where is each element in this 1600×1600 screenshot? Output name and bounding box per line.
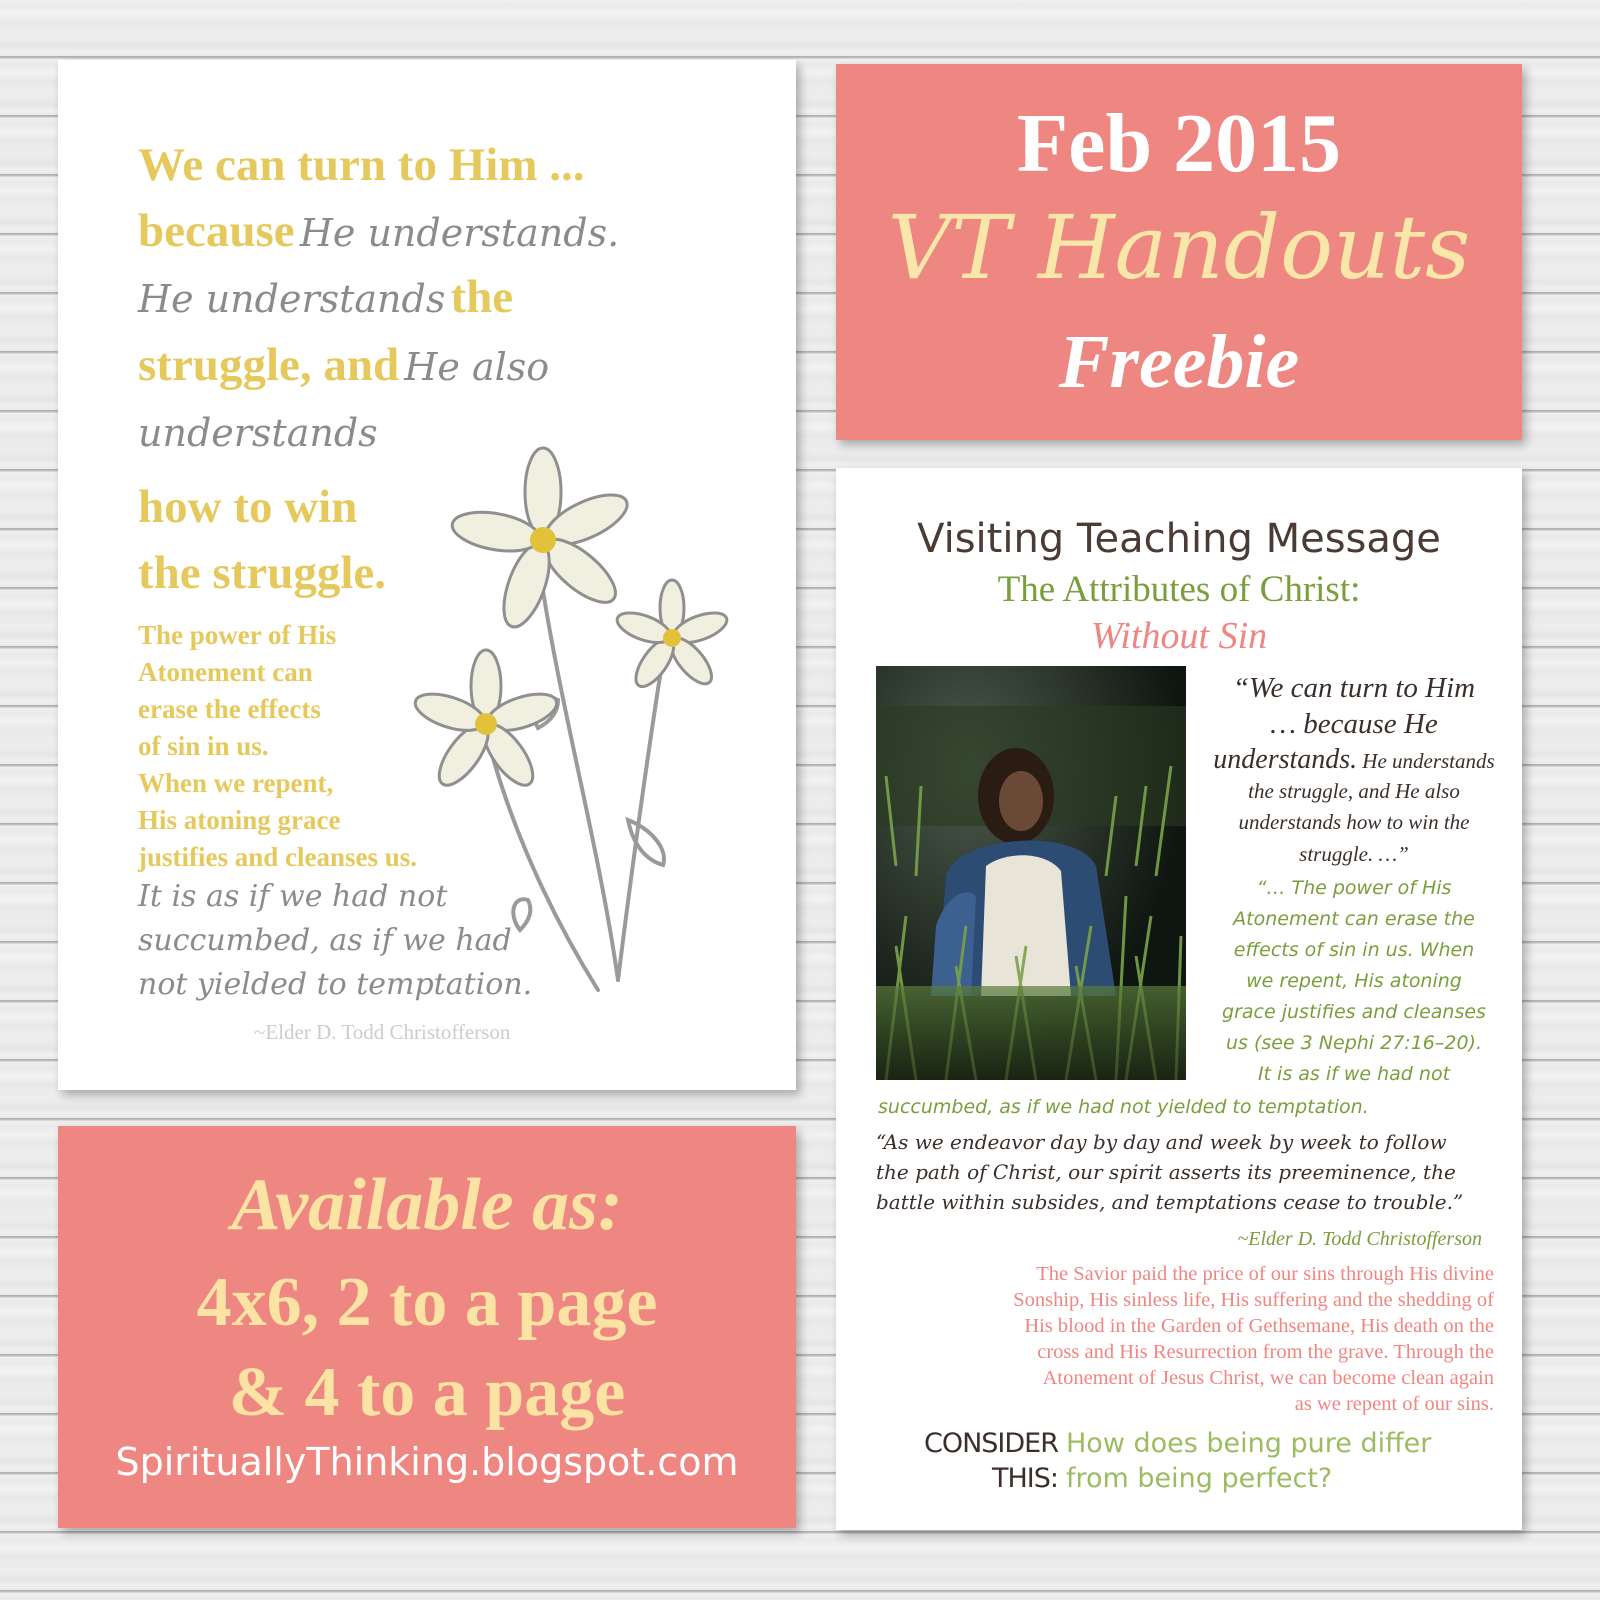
title-date: Feb 2015: [1016, 97, 1342, 190]
consider-question-line: from being perfect?: [1066, 1463, 1333, 1495]
quote-line: justifies and cleanses us.: [138, 842, 418, 872]
script-quote-line: “As we endeavor day by day and week by week to follow: [876, 1130, 1447, 1154]
quote-fragment: because: [138, 205, 295, 257]
consider-label: [888, 1426, 1058, 1496]
availability-card: [58, 1126, 796, 1528]
quote-line: the struggle.: [138, 547, 387, 599]
quote-handout-card: [58, 60, 796, 1090]
message-citation: ~Elder D. Todd Christofferson: [1237, 1228, 1482, 1250]
quote-fragment: He understands.: [299, 211, 620, 255]
quote-line: The power of His: [138, 620, 337, 650]
consider-question: [1066, 1426, 1431, 1496]
quote-line: [138, 339, 550, 391]
quote-line: It is as if we had not: [138, 879, 448, 914]
script-quote-line: the path of Christ, our spirit asserts its preeminence, the: [876, 1160, 1456, 1184]
quote-line: We can turn to Him ...: [138, 139, 585, 191]
message-quote-line: understands how to win the: [1238, 810, 1470, 834]
message-handout-card: [836, 468, 1522, 1530]
message-quote-line: “… The power of His: [1256, 877, 1452, 899]
consider-question-line: How does being pure differ: [1066, 1428, 1432, 1459]
quote-line: [138, 205, 620, 257]
quote-fragment: He also: [404, 345, 550, 389]
quote-line: not yielded to temptation.: [138, 967, 533, 1002]
savior-text-line: His blood in the Garden of Gethsemane, His death on the: [1024, 1315, 1494, 1337]
quote-line: of sin in us.: [138, 731, 269, 761]
message-quote-line: effects of sin in us. When: [1233, 939, 1475, 961]
quote-fragment: the: [450, 271, 514, 323]
message-quote-line: struggle. …”: [1299, 842, 1409, 866]
message-quote-line: we repent, His atoning: [1246, 970, 1462, 992]
quote-line: understands: [138, 411, 378, 455]
savior-text-line: as we repent of our sins.: [1294, 1393, 1494, 1415]
message-quote-line: the struggle, and He also: [1248, 779, 1460, 803]
message-quote-line: It is as if we had not: [1257, 1063, 1451, 1085]
quote-fragment: struggle, and: [138, 339, 400, 391]
message-quote-line: … because He: [1270, 708, 1438, 740]
savior-text-line: cross and His Resurrection from the grave. Through the: [1037, 1341, 1494, 1363]
title-card: [836, 64, 1522, 440]
quote-line: Atonement can: [138, 657, 313, 687]
quote-line: erase the effects: [138, 694, 321, 724]
quote-line: [138, 271, 514, 323]
message-quote-line: “We can turn to Him: [1232, 672, 1476, 704]
message-title: Visiting Teaching Message: [917, 516, 1441, 562]
consider-label-line: THIS:: [992, 1463, 1058, 1495]
message-quote-line: grace justifies and cleanses: [1222, 1001, 1486, 1023]
quote-line: When we repent,: [138, 768, 334, 798]
message-quote-line: Atonement can erase the: [1233, 908, 1475, 930]
quote-fragment: He understands: [1362, 749, 1495, 773]
title-handouts: VT Handouts: [887, 196, 1471, 299]
message-quote-line: succumbed, as if we had not yielded to temptation.: [878, 1096, 1369, 1118]
quote-citation: ~Elder D. Todd Christofferson: [254, 1020, 511, 1044]
message-quote-line: us (see 3 Nephi 27:16–20).: [1225, 1032, 1483, 1054]
quote-line: how to win: [138, 481, 358, 533]
quote-fragment: understands.: [1213, 744, 1358, 775]
script-quote-line: battle within subsides, and temptations cease to trouble.”: [876, 1190, 1464, 1214]
title-freebie: Freebie: [1058, 320, 1300, 404]
savior-text-line: Sonship, His sinless life, His suffering and the shedding of: [1013, 1289, 1494, 1311]
availability-line: 4x6, 2 to a page: [196, 1264, 658, 1341]
savior-text-line: Atonement of Jesus Christ, we can become clean again: [1042, 1367, 1494, 1389]
message-subtitle: The Attributes of Christ:: [997, 569, 1361, 610]
availability-line: & 4 to a page: [228, 1354, 626, 1431]
savior-text-line: The Savior paid the price of our sins through His divine: [1036, 1263, 1494, 1285]
quote-fragment: He understands: [138, 277, 446, 321]
quote-line: succumbed, as if we had: [138, 923, 512, 958]
consider-label-line: CONSIDER: [923, 1428, 1058, 1459]
praying-figure-photo: [876, 666, 1186, 1080]
message-subtitle-italic: Without Sin: [1090, 615, 1268, 657]
blog-url[interactable]: SpirituallyThinking.blogspot.com: [115, 1440, 739, 1484]
message-quote-line: [1194, 746, 1514, 774]
availability-heading: Available as:: [231, 1164, 623, 1246]
quote-line: His atoning grace: [138, 805, 341, 835]
